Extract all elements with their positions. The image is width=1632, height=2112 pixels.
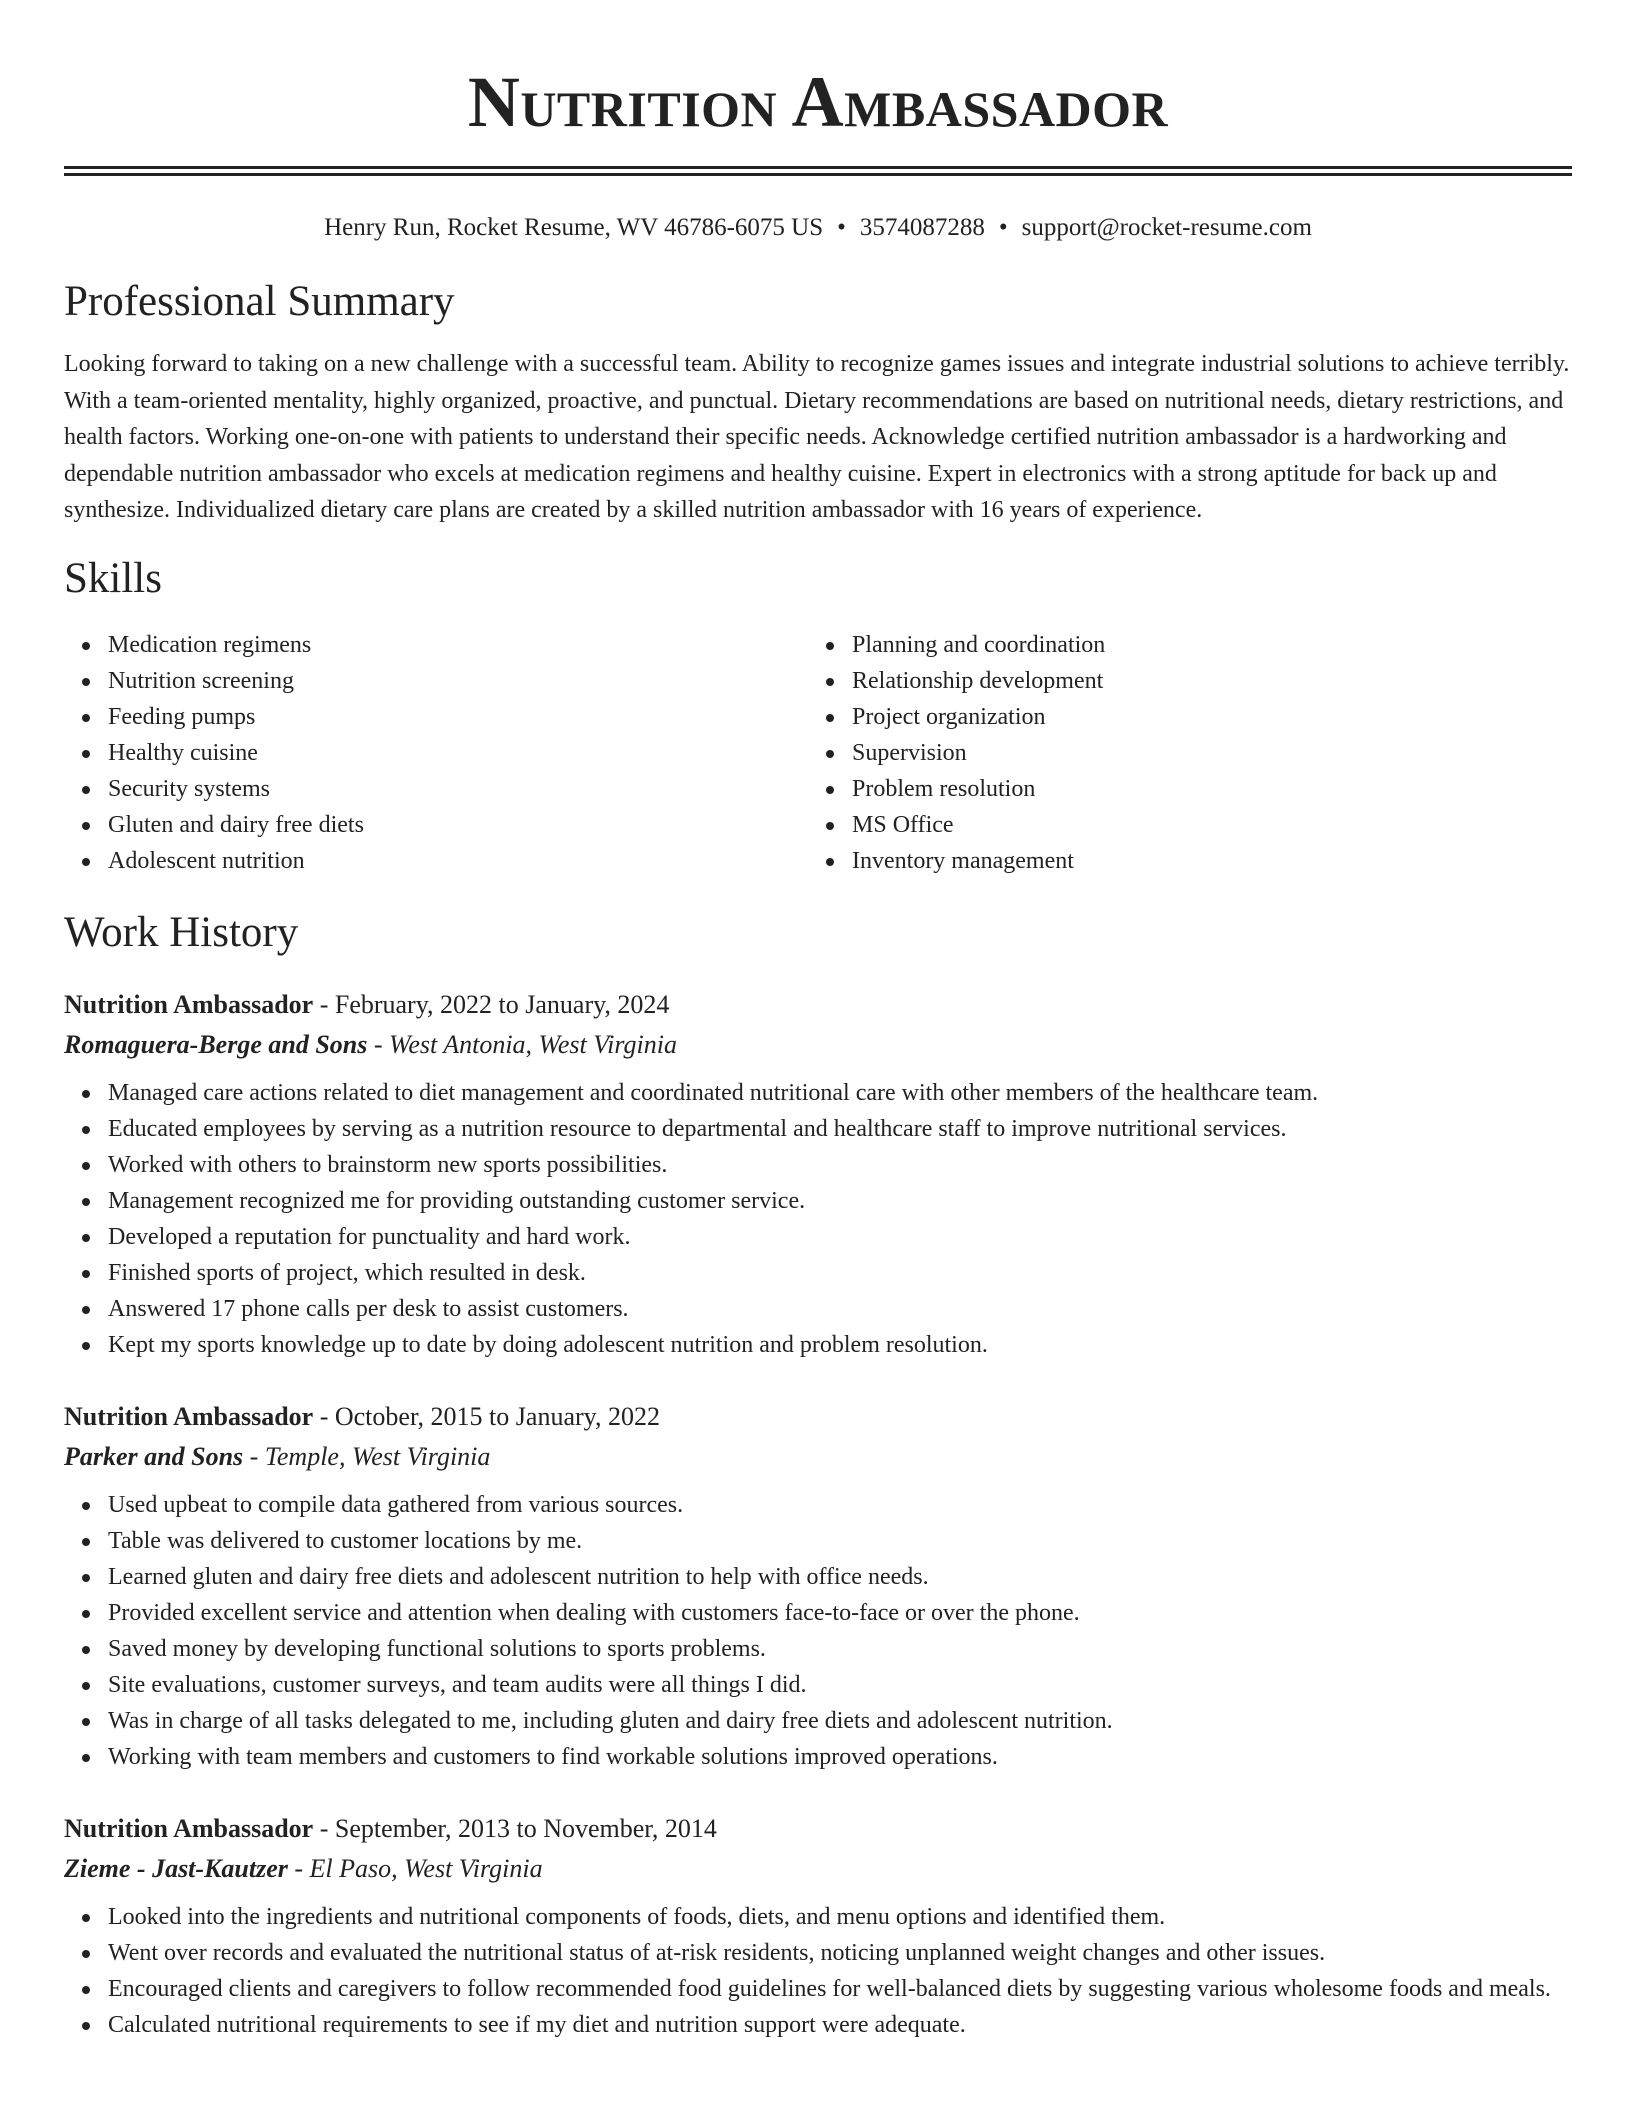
job-dates: - February, 2022 to January, 2024 (313, 989, 670, 1019)
contact-separator: • (837, 214, 846, 241)
work-history-section (64, 907, 1572, 2043)
job-company: Zieme - Jast-Kautzer (64, 1853, 288, 1883)
job-bullet: Finished sports of project, which resulted in desk. (108, 1255, 1572, 1291)
skill-item: Feeding pumps (108, 699, 808, 735)
summary-text: Looking forward to taking on a new challenge with a successful team. Ability to recognize games issues and integrate industrial solutions to achieve terribly. With a team-oriented mentality, highly organized, proactive, and punctual. Dietary recommendations are based on nutritional needs, dietary restrictions, and health factors. Working one-on-one with patients to understand their specific needs. Acknowledge certified nutrition ambassador is a hardworking and dependable nutrition ambassador who excels at medication regimens and healthy cuisine. Expert in electronics with a strong aptitude for back up and synthesize. Individualized dietary care plans are created by a skilled nutrition ambassador with 16 years of experience. (64, 351, 1570, 523)
contact-email: support@rocket-resume.com (1021, 214, 1312, 241)
skills-section (64, 553, 1572, 879)
contact-separator: • (998, 214, 1008, 241)
skill-item: Medication regimens (108, 627, 808, 663)
job-bullet: Looked into the ingredients and nutritional components of foods, diets, and menu options and identified them. (108, 1899, 1572, 1935)
job-title-line (64, 985, 1572, 1025)
job-bullets (64, 1487, 1572, 1775)
job-bullet: Calculated nutritional requirements to see if my diet and nutrition support were adequate. (108, 2007, 1572, 2043)
work-history-heading: Work History (64, 908, 299, 956)
job-bullet: Developed a reputation for punctuality and hard work. (108, 1219, 1572, 1255)
summary-section (64, 276, 1572, 529)
skills-columns (64, 627, 1572, 879)
skill-item: Relationship development (852, 663, 1552, 699)
skills-list-right (808, 627, 1552, 879)
job-bullet: Site evaluations, customer surveys, and team audits were all things I did. (108, 1667, 1572, 1703)
job-bullet: Provided excellent service and attention when dealing with customers face-to-face or over the phone. (108, 1595, 1572, 1631)
job-bullet: Educated employees by serving as a nutrition resource to departmental and healthcare staff to improve nutritional services. (108, 1111, 1572, 1147)
skill-item: Problem resolution (852, 771, 1552, 807)
job-bullet: Working with team members and customers to find workable solutions improved operations. (108, 1739, 1572, 1775)
contact-phone: 3574087288 (859, 214, 985, 241)
resume-title: Nutrition Ambassador (467, 62, 1169, 142)
skill-item: Inventory management (852, 843, 1552, 879)
job-bullet: Management recognized me for providing outstanding customer service. (108, 1183, 1572, 1219)
skills-heading: Skills (64, 554, 162, 602)
job-company-line (64, 1025, 1572, 1065)
job-company-line (64, 1849, 1572, 1889)
skill-item: Gluten and dairy free diets (108, 807, 808, 843)
job-bullet: Learned gluten and dairy free diets and adolescent nutrition to help with office needs. (108, 1559, 1572, 1595)
title-divider (64, 166, 1572, 176)
resume-page (64, 0, 1572, 2043)
skills-list-left (64, 627, 808, 879)
job-bullet: Used upbeat to compile data gathered from various sources. (108, 1487, 1572, 1523)
job-title-line (64, 1397, 1572, 1437)
contact-address: Henry Run, Rocket Resume, WV 46786-6075 US (324, 214, 824, 241)
skill-item: Nutrition screening (108, 663, 808, 699)
job-location: - El Paso, West Virginia (287, 1853, 543, 1883)
job-bullet: Went over records and evaluated the nutritional status of at-risk residents, noticing unplanned weight changes and other issues. (108, 1935, 1572, 1971)
job-bullet: Kept my sports knowledge up to date by doing adolescent nutrition and problem resolution. (108, 1327, 1572, 1363)
job-title: Nutrition Ambassador (64, 989, 314, 1019)
job-bullets (64, 1899, 1572, 2043)
job-bullet: Answered 17 phone calls per desk to assist customers. (108, 1291, 1572, 1327)
job-bullet: Encouraged clients and caregivers to follow recommended food guidelines for well-balanced diets by suggesting various wholesome foods and meals. (108, 1971, 1572, 2007)
skill-item: Supervision (852, 735, 1552, 771)
skill-item: Adolescent nutrition (108, 843, 808, 879)
contact-line (64, 212, 1572, 244)
job-bullets (64, 1075, 1572, 1363)
job-bullet: Saved money by developing functional solutions to sports problems. (108, 1631, 1572, 1667)
job-bullet: Managed care actions related to diet management and coordinated nutritional care with other members of the healthcare team. (108, 1075, 1572, 1111)
job-company: Romaguera-Berge and Sons (64, 1029, 368, 1059)
job-title-line (64, 1809, 1572, 1849)
skill-item: Security systems (108, 771, 808, 807)
job-dates: - September, 2013 to November, 2014 (313, 1813, 717, 1843)
job-title: Nutrition Ambassador (64, 1813, 314, 1843)
job-entry (64, 1809, 1572, 2043)
job-dates: - October, 2015 to January, 2022 (313, 1401, 660, 1431)
skill-item: MS Office (852, 807, 1552, 843)
job-entry (64, 1397, 1572, 1775)
job-company-line (64, 1437, 1572, 1477)
job-bullet: Was in charge of all tasks delegated to me, including gluten and dairy free diets and adolescent nutrition. (108, 1703, 1572, 1739)
skill-item: Planning and coordination (852, 627, 1552, 663)
job-title: Nutrition Ambassador (64, 1401, 314, 1431)
job-bullet: Worked with others to brainstorm new sports possibilities. (108, 1147, 1572, 1183)
job-location: - West Antonia, West Virginia (367, 1029, 677, 1059)
skill-item: Project organization (852, 699, 1552, 735)
summary-heading: Professional Summary (64, 278, 455, 325)
job-location: - Temple, West Virginia (243, 1441, 491, 1471)
job-bullet: Table was delivered to customer locations by me. (108, 1523, 1572, 1559)
job-entry (64, 985, 1572, 1363)
job-company: Parker and Sons (64, 1441, 244, 1471)
skill-item: Healthy cuisine (108, 735, 808, 771)
